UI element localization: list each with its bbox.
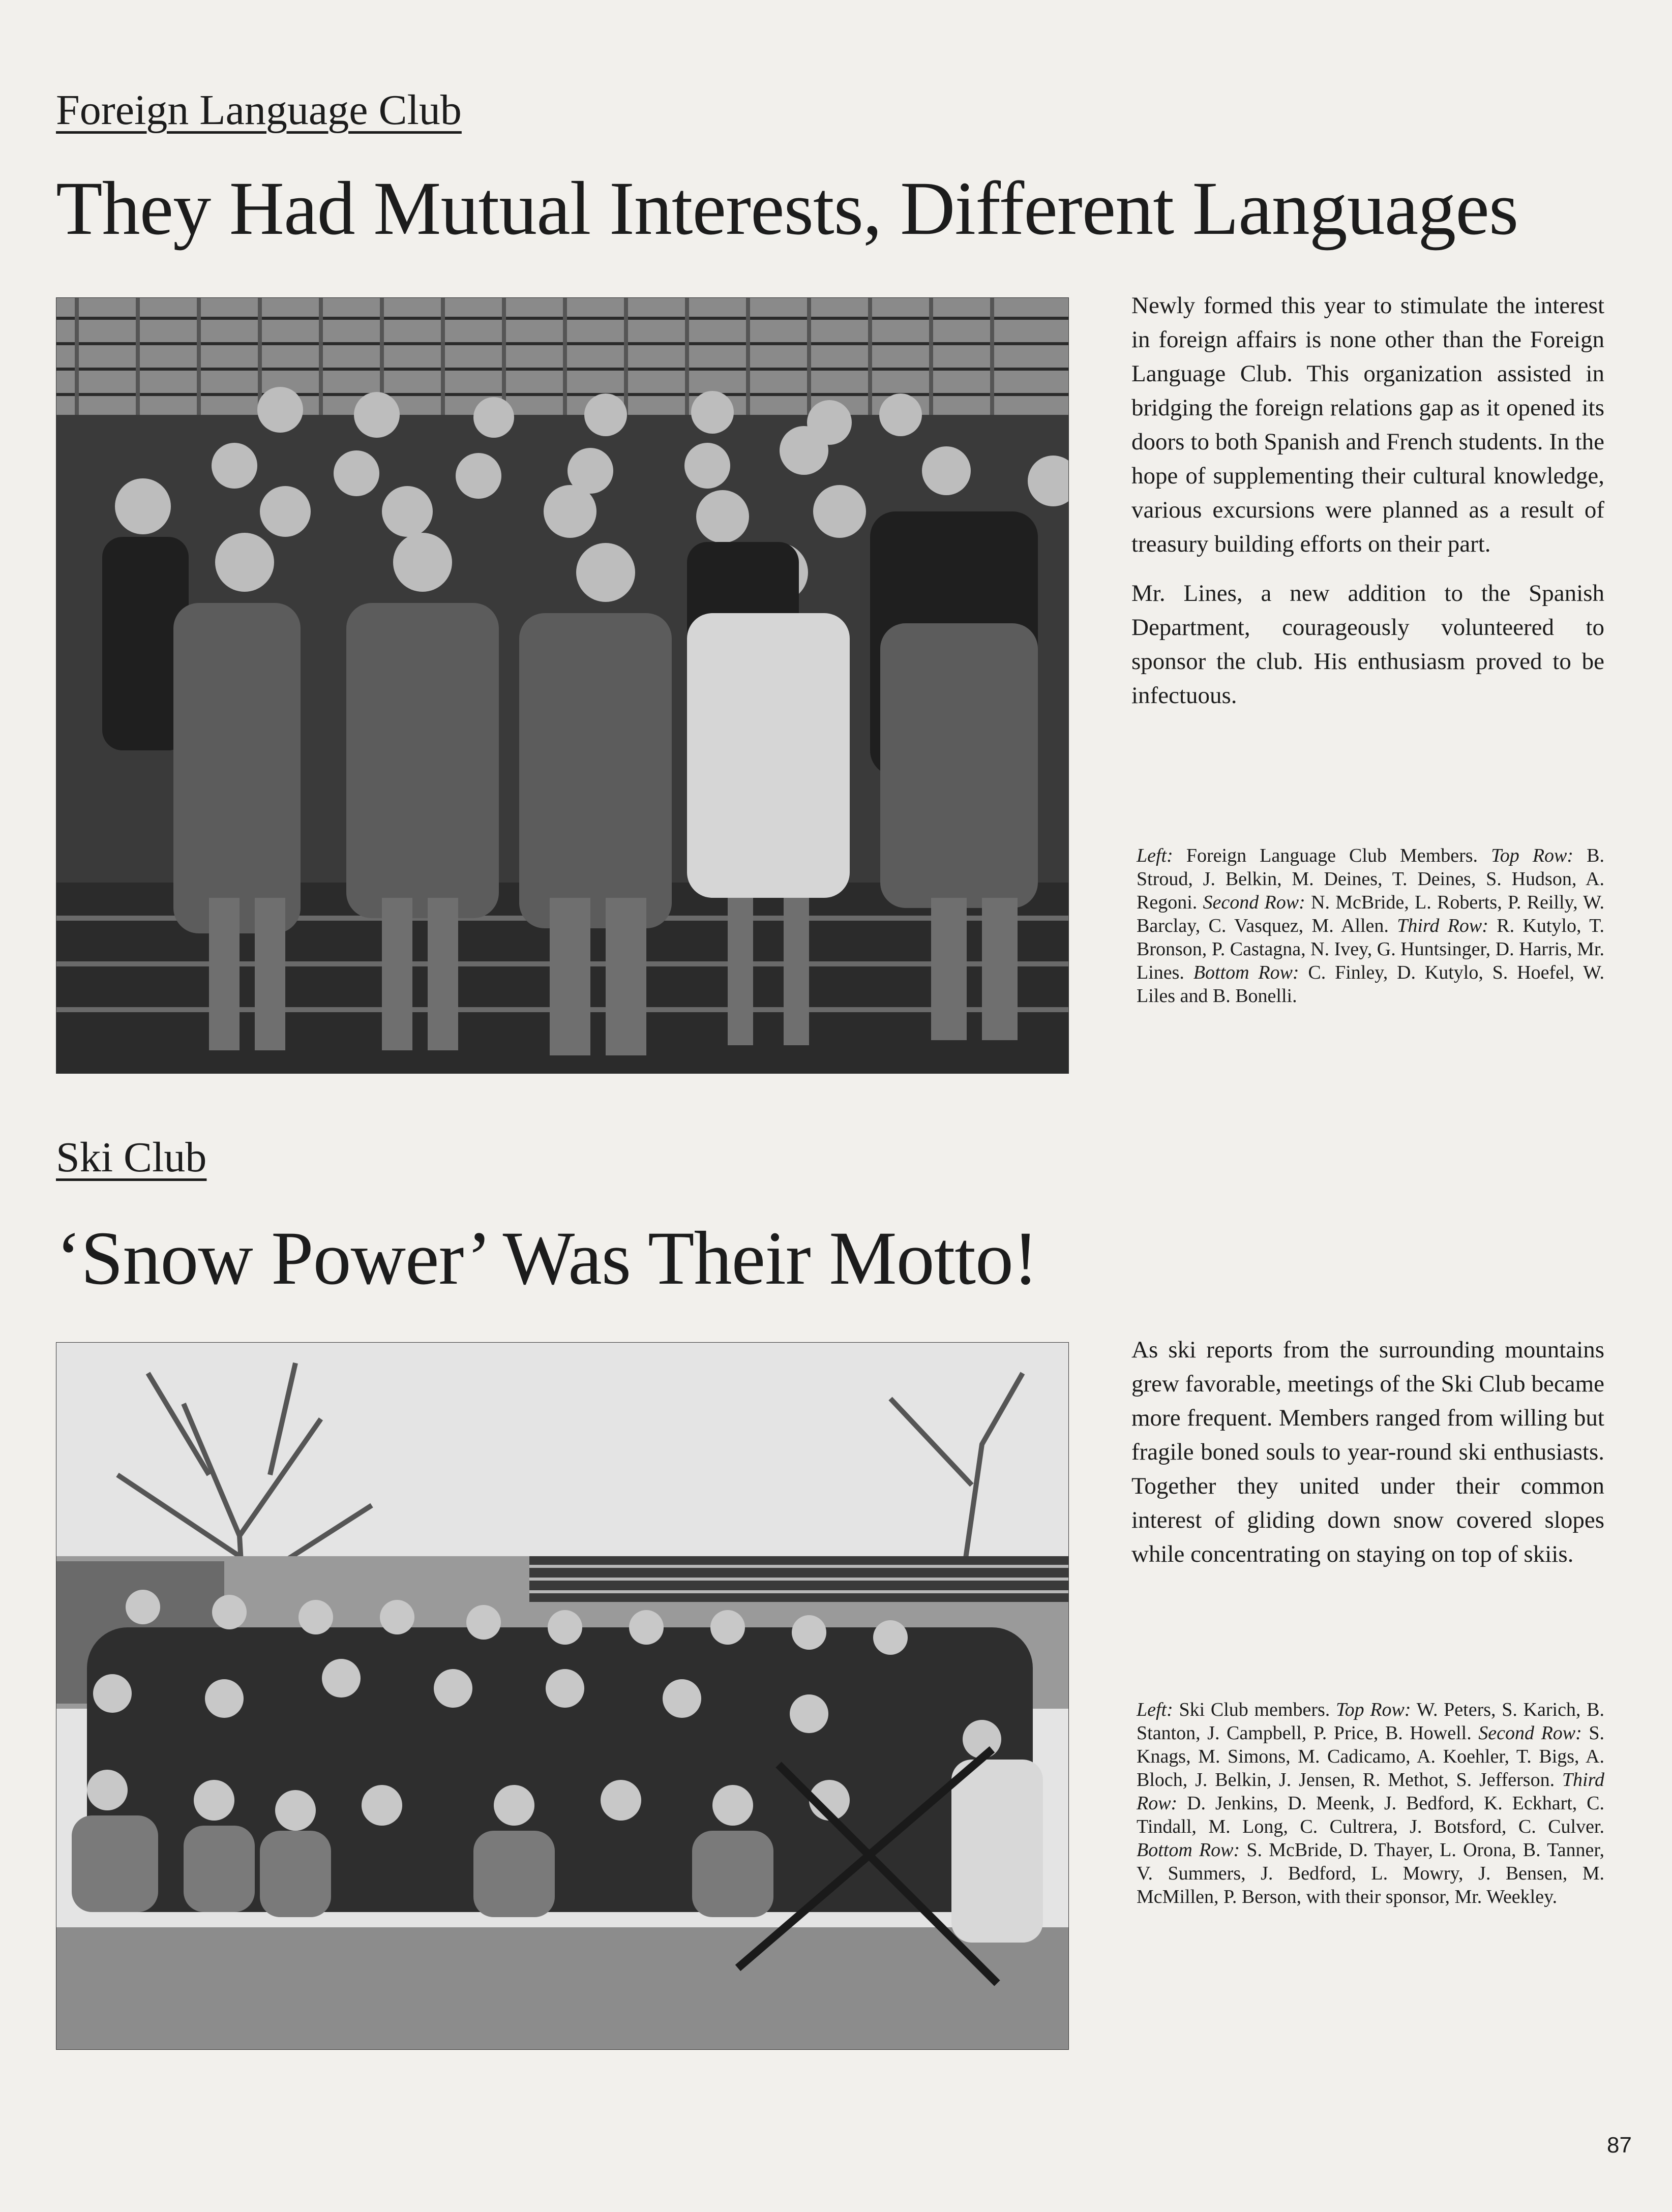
foreign-language-club-caption [1137,844,1604,1008]
caption-row-names: S. Knags, M. Simons, M. Cadicamo, A. Koehler, T. Bigs, A. Bloch, J. Belkin, J. Jensen, R. Methot, S. Jefferson. [1137,1722,1605,1791]
caption-intro: Foreign Language Club Members. [1186,845,1478,866]
caption-left-label: Left: [1137,1699,1173,1720]
foreign-language-club-paragraph-1: Newly formed this year to stimulate the interest in foreign affairs is none other than the Foreign Language Club. This organization assisted in bridging the foreign relations gap as it opened its doors to both Spanish and French students. In the hope of supplementing their cultural knowledge, various excursions were planned as a result of treasury building efforts on their part. [1131,292,1604,557]
caption-row-names: N. McBride, L. Roberts, P. Reilly, W. Barclay, C. Vasquez, M. Allen. [1137,892,1605,936]
caption-row-label: Second Row: [1478,1722,1582,1744]
caption-row-label: Top Row: [1491,845,1574,866]
caption-row-names: S. McBride, D. Thayer, L. Orona, B. Tanner, V. Summers, J. Bedford, L. Mowry, J. Bensen, M. McMillen, P. Berson, with their sponsor, Mr. Weekley. [1137,1839,1605,1907]
caption-row-label: Bottom Row: [1193,962,1299,983]
ski-club-photo [56,1342,1069,2050]
caption-row-names: R. Kutylo, T. Bronson, P. Castagna, N. Ivey, G. Huntsinger, D. Harris, Mr. Lines. [1137,915,1605,983]
caption-row-names: C. Finley, D. Kutylo, S. Hoefel, W. Liles and B. Bonelli. [1137,962,1605,1007]
caption-row-label: Third Row: [1137,1769,1604,1814]
ski-club-article [1131,1333,1604,1587]
ski-club-paragraph-1: As ski reports from the surrounding mountains grew favorable, meetings of the Ski Club became more frequent. Members ranged from willing but fragile boned souls to year-round ski enthusiasts. Together they united under their common interest of gliding down snow covered slopes while concentrating on staying on top of skiis. [1131,1337,1604,1567]
group-photo-image [56,298,1068,1073]
caption-row-names: W. Peters, S. Karich, B. Stanton, J. Campbell, P. Price, B. Howell. [1137,1699,1604,1744]
caption-row-label: Top Row: [1335,1699,1411,1720]
ski-club-caption [1137,1698,1604,1908]
headline-foreign-language-club: They Had Mutual Interests, Different Languages [56,166,1518,251]
section-label-foreign-language-club: Foreign Language Club [56,86,462,134]
caption-row-label: Third Row: [1397,915,1488,936]
caption-row-label: Bottom Row: [1137,1839,1240,1861]
group-photo-image [56,1343,1068,2049]
caption-intro: Ski Club members. [1179,1699,1330,1720]
caption-row-label: Second Row: [1203,892,1305,913]
section-label-ski-club: Ski Club [56,1134,207,1181]
caption-row-names: D. Jenkins, D. Meenk, J. Bedford, K. Eckhart, C. Tindall, M. Long, C. Cultrera, J. Botsford, C. Culver. [1137,1793,1605,1837]
caption-left-label: Left: [1137,845,1173,866]
foreign-language-club-paragraph-2: Mr. Lines, a new addition to the Spanish Department, courageously volunteered to sponsor the club. His enthusiasm proved to be infectuous. [1131,580,1604,709]
foreign-language-club-article [1131,289,1604,728]
headline-ski-club: ‘Snow Power’ Was Their Motto! [56,1216,1038,1300]
caption-row-names: B. Stroud, J. Belkin, M. Deines, T. Deines, S. Hudson, A. Regoni. [1137,845,1604,913]
foreign-language-club-photo [56,297,1069,1074]
page-number: 87 [1607,2133,1632,2158]
